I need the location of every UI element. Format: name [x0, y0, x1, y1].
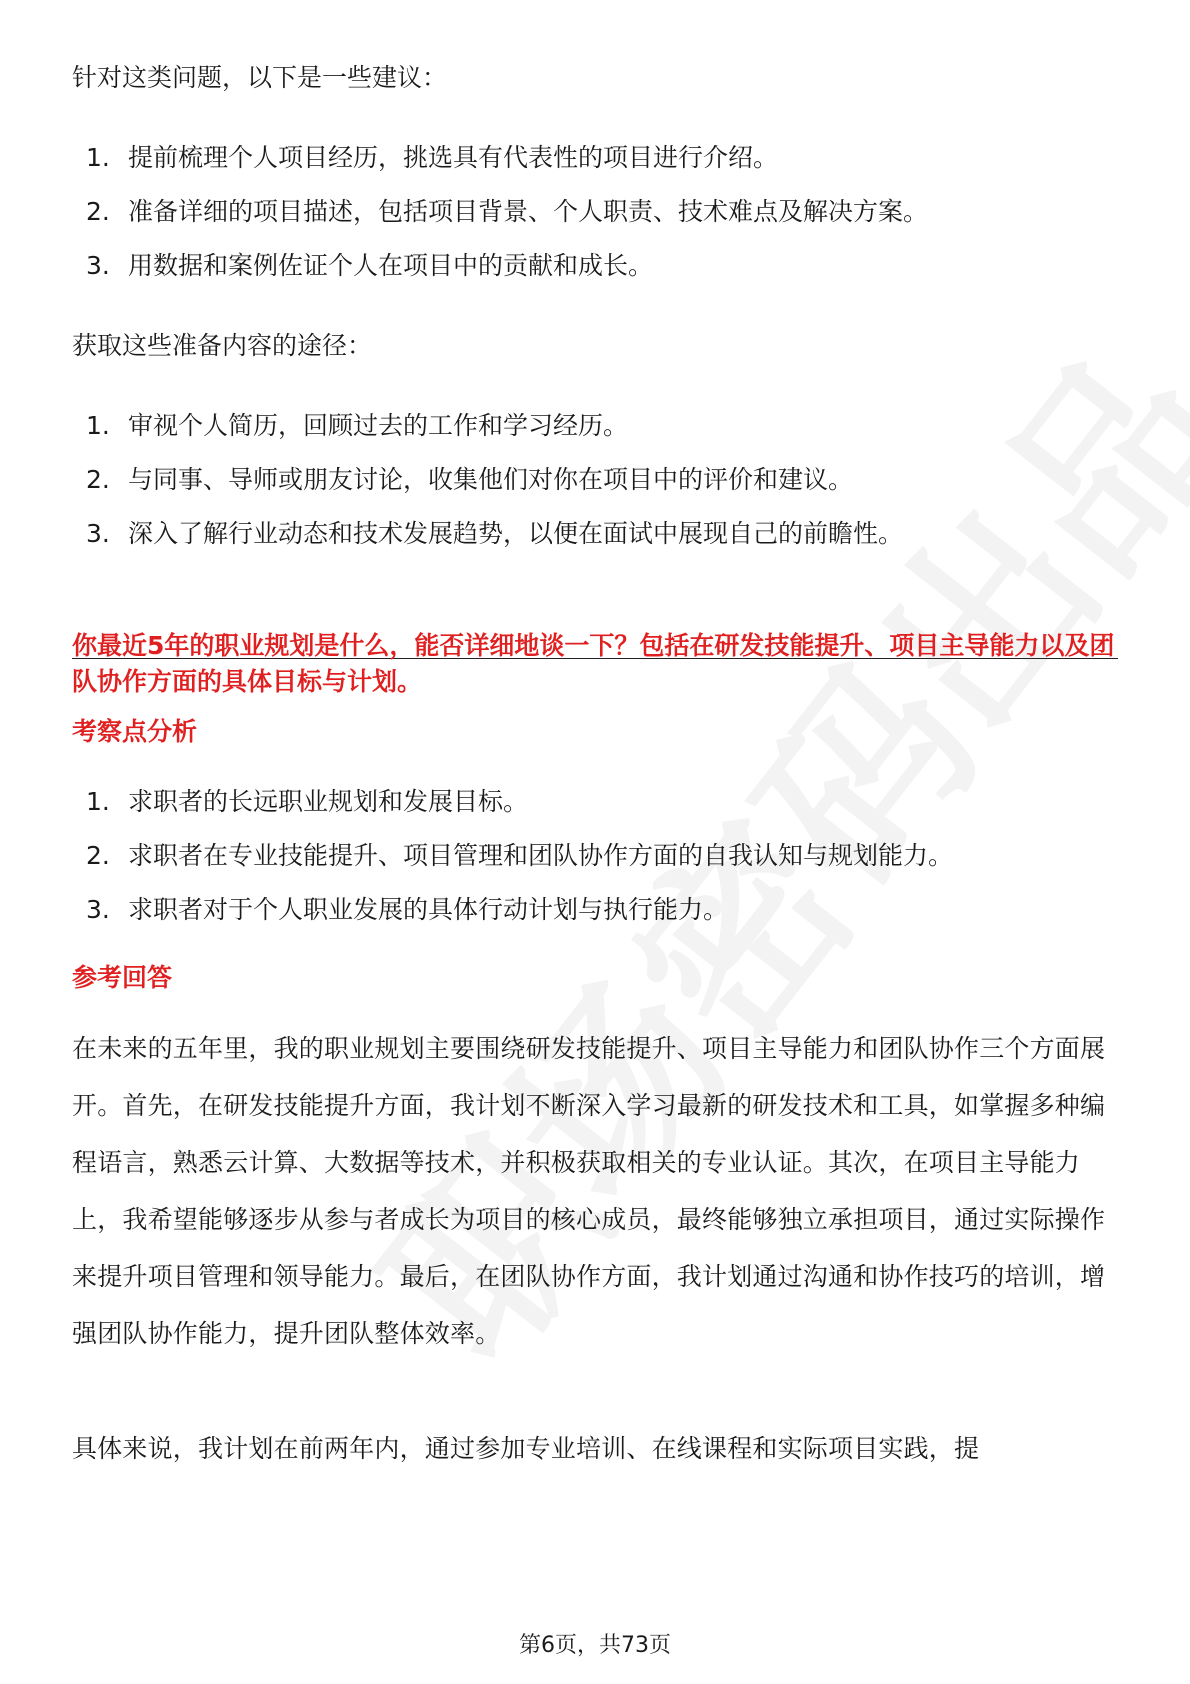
analysis-heading: 考察点分析	[72, 717, 198, 746]
answer-heading: 参考回答	[72, 963, 173, 992]
list-text: 审视个人简历，回顾过去的工作和学习经历。	[128, 411, 629, 440]
answer-paragraph-continued: 具体来说，我计划在前两年内，通过参加专业培训、在线课程和实际项目实践，提	[72, 1434, 980, 1463]
list-item	[86, 892, 728, 928]
intro-suggestions: 针对这类问题，以下是一些建议：	[72, 63, 448, 92]
list-number: 2.	[86, 465, 110, 494]
list-item	[86, 408, 628, 444]
answer-paragraph: 在未来的五年里，我的职业规划主要围绕研发技能提升、项目主导能力和团队协作三个方面展开。首先，在研发技能提升方面，我计划不断深入学习最新的研发技术和工具，如掌握多种编程语言，熟悉云计算、大数据等技术，并积极获取相关的专业认证。其次，在项目主导能力上，我希望能够逐步从参与者成长为项目的核心成员，最终能够独立承担项目，通过实际操作来提升项目管理和领导能力。最后，在团队协作方面，我计划通过沟通和协作技巧的培训，增强团队协作能力，提升团队整体效率。	[72, 1034, 1106, 1348]
list-item	[86, 194, 928, 230]
list-item	[86, 784, 528, 820]
list-text: 用数据和案例佐证个人在项目中的贡献和成长。	[128, 251, 654, 280]
list-number: 1.	[86, 143, 110, 172]
list-number: 2.	[86, 841, 110, 870]
list-number: 3.	[86, 251, 110, 280]
list-text: 求职者的长远职业规划和发展目标。	[128, 787, 529, 816]
list-number: 3.	[86, 519, 110, 548]
intro-sources: 获取这些准备内容的途径：	[72, 331, 373, 360]
list-text: 深入了解行业动态和技术发展趋势，以便在面试中展现自己的前瞻性。	[128, 519, 904, 548]
list-number: 1.	[86, 411, 110, 440]
page-footer: 第6页，共73页	[519, 1633, 671, 1658]
list-item	[86, 462, 853, 498]
list-text: 求职者在专业技能提升、项目管理和团队协作方面的自我认知与规划能力。	[128, 841, 954, 870]
list-text: 求职者对于个人职业发展的具体行动计划与执行能力。	[128, 895, 729, 924]
list-number: 3.	[86, 895, 110, 924]
list-item	[86, 838, 953, 874]
list-number: 1.	[86, 787, 110, 816]
list-item	[86, 516, 903, 552]
question-heading: 你最近5年的职业规划是什么，能否详细地谈一下？包括在研发技能提升、项目主导能力以及团队协作方面的具体目标与计划。	[72, 631, 1115, 696]
list-text: 准备详细的项目描述，包括项目背景、个人职责、技术难点及解决方案。	[128, 197, 929, 226]
list-item	[86, 248, 653, 284]
list-number: 2.	[86, 197, 110, 226]
list-item	[86, 140, 778, 176]
list-text: 与同事、导师或朋友讨论，收集他们对你在项目中的评价和建议。	[128, 465, 854, 494]
list-text: 提前梳理个人项目经历，挑选具有代表性的项目进行介绍。	[128, 143, 779, 172]
